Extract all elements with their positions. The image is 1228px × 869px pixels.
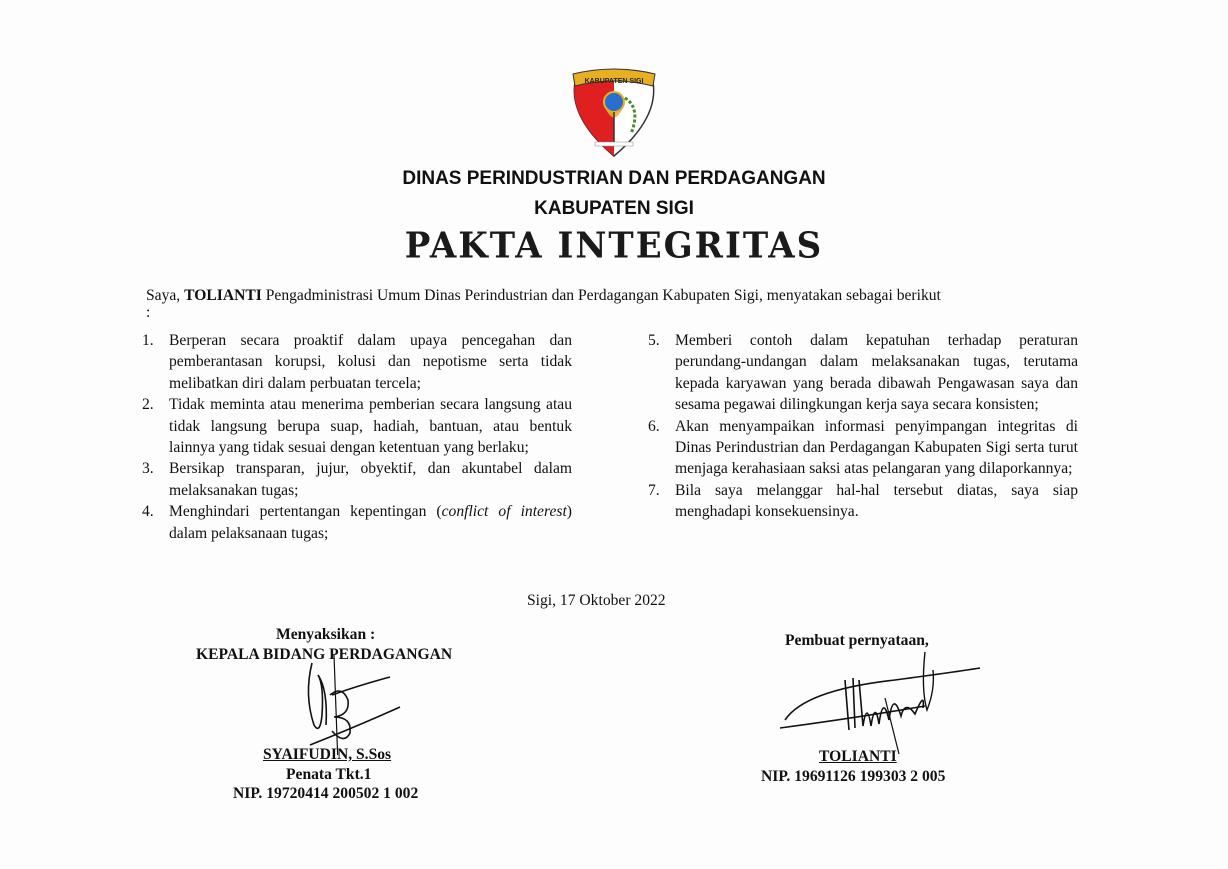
item-text: [169, 501, 572, 544]
item-text-before: Menghindari pertentangan kepentingan (: [169, 503, 442, 521]
item-text-italic: conflict of interest: [441, 503, 567, 521]
item-text-after: ) dalam pelaksanaan tugas;: [169, 503, 572, 542]
maker-name: TOLIANTI: [819, 748, 897, 765]
logo-text: KABUPATEN SIGI: [584, 78, 644, 85]
item-number: 4.: [142, 503, 154, 521]
item-number: 1.: [142, 332, 154, 349]
witness-label: Menyaksikan :: [276, 626, 376, 643]
pledge-list-left: [142, 330, 572, 544]
intro-colon: :: [146, 304, 151, 321]
pledge-item: [648, 480, 1078, 523]
intro-statement: [146, 286, 1146, 305]
item-number: 5.: [648, 332, 660, 349]
item-text: Bersikap transparan, jujur, obyektif, dan akuntabel dalam melaksanakan tugas;: [169, 460, 572, 499]
item-text: Bila saya melanggar hal-hal tersebut diatas, saya siap menghadapi konsekuensinya.: [675, 481, 1078, 521]
org-region: KABUPATEN SIGI: [534, 198, 694, 219]
pledge-item: [648, 416, 1078, 480]
pledge-item: [142, 330, 572, 394]
witness-signature: [290, 655, 430, 755]
maker-label: Pembuat pernyataan,: [785, 632, 929, 649]
witness-role: KEPALA BIDANG PERDAGANGAN: [196, 646, 453, 663]
witness-nip: NIP. 19720414 200502 1 002: [233, 785, 419, 802]
item-text: Memberi contoh dalam kepatuhan terhadap peraturan perundang-undangan dalam melaksanakan tugas, terutama kepada karyawan yang berada dibawah Pengawasan saya dan sesama pegawai dilingkungan kerja saya secara konsisten;: [675, 332, 1078, 414]
pledge-item: [648, 330, 1078, 416]
intro-rest: Pengadministrasi Umum Dinas Perindustrian dan Perdagangan Kabupaten Sigi, menyatakan sebagai berikut: [261, 287, 941, 304]
intro-name: TOLIANTI: [184, 287, 262, 304]
document-date: Sigi, 17 Oktober 2022: [527, 592, 666, 609]
pledge-list-right: [648, 330, 1078, 523]
kabupaten-sigi-logo: [565, 68, 663, 158]
item-number: 2.: [142, 396, 154, 414]
maker-signature: [775, 650, 985, 755]
pledge-item: [142, 501, 572, 544]
item-text: Tidak meminta atau menerima pemberian secara langsung atau tidak langsung berupa suap, hadiah, bantuan, atau bentuk lainnya yang tidak sesuai dengan ketentuan yang berlaku;: [169, 396, 572, 457]
item-number: 3.: [142, 460, 154, 478]
item-text: Akan menyampaikan informasi penyimpangan integritas di Dinas Perindustrian dan Perdagangan Kabupaten Sigi serta turut menjaga kerahasiaan saksi atas pelangaran yang dilaporkannya;: [675, 417, 1078, 478]
witness-name: SYAIFUDIN, S.Sos: [263, 746, 392, 763]
document-title: PAKTA INTEGRITAS: [404, 225, 824, 267]
witness-rank: Penata Tkt.1: [286, 766, 372, 783]
pledge-item: [142, 458, 572, 501]
item-number: 7.: [648, 481, 660, 499]
item-number: 6.: [648, 417, 660, 435]
item-text: Berperan secara proaktif dalam upaya pencegahan dan pemberantasan korupsi, kolusi dan nepotisme serta tidak melibatkan diri dalam perbuatan tercela;: [169, 332, 572, 392]
intro-prefix: Saya,: [146, 287, 185, 304]
pledge-item: [142, 394, 572, 458]
org-name: DINAS PERINDUSTRIAN DAN PERDAGANGAN: [402, 168, 826, 189]
maker-nip: NIP. 19691126 199303 2 005: [761, 768, 946, 785]
